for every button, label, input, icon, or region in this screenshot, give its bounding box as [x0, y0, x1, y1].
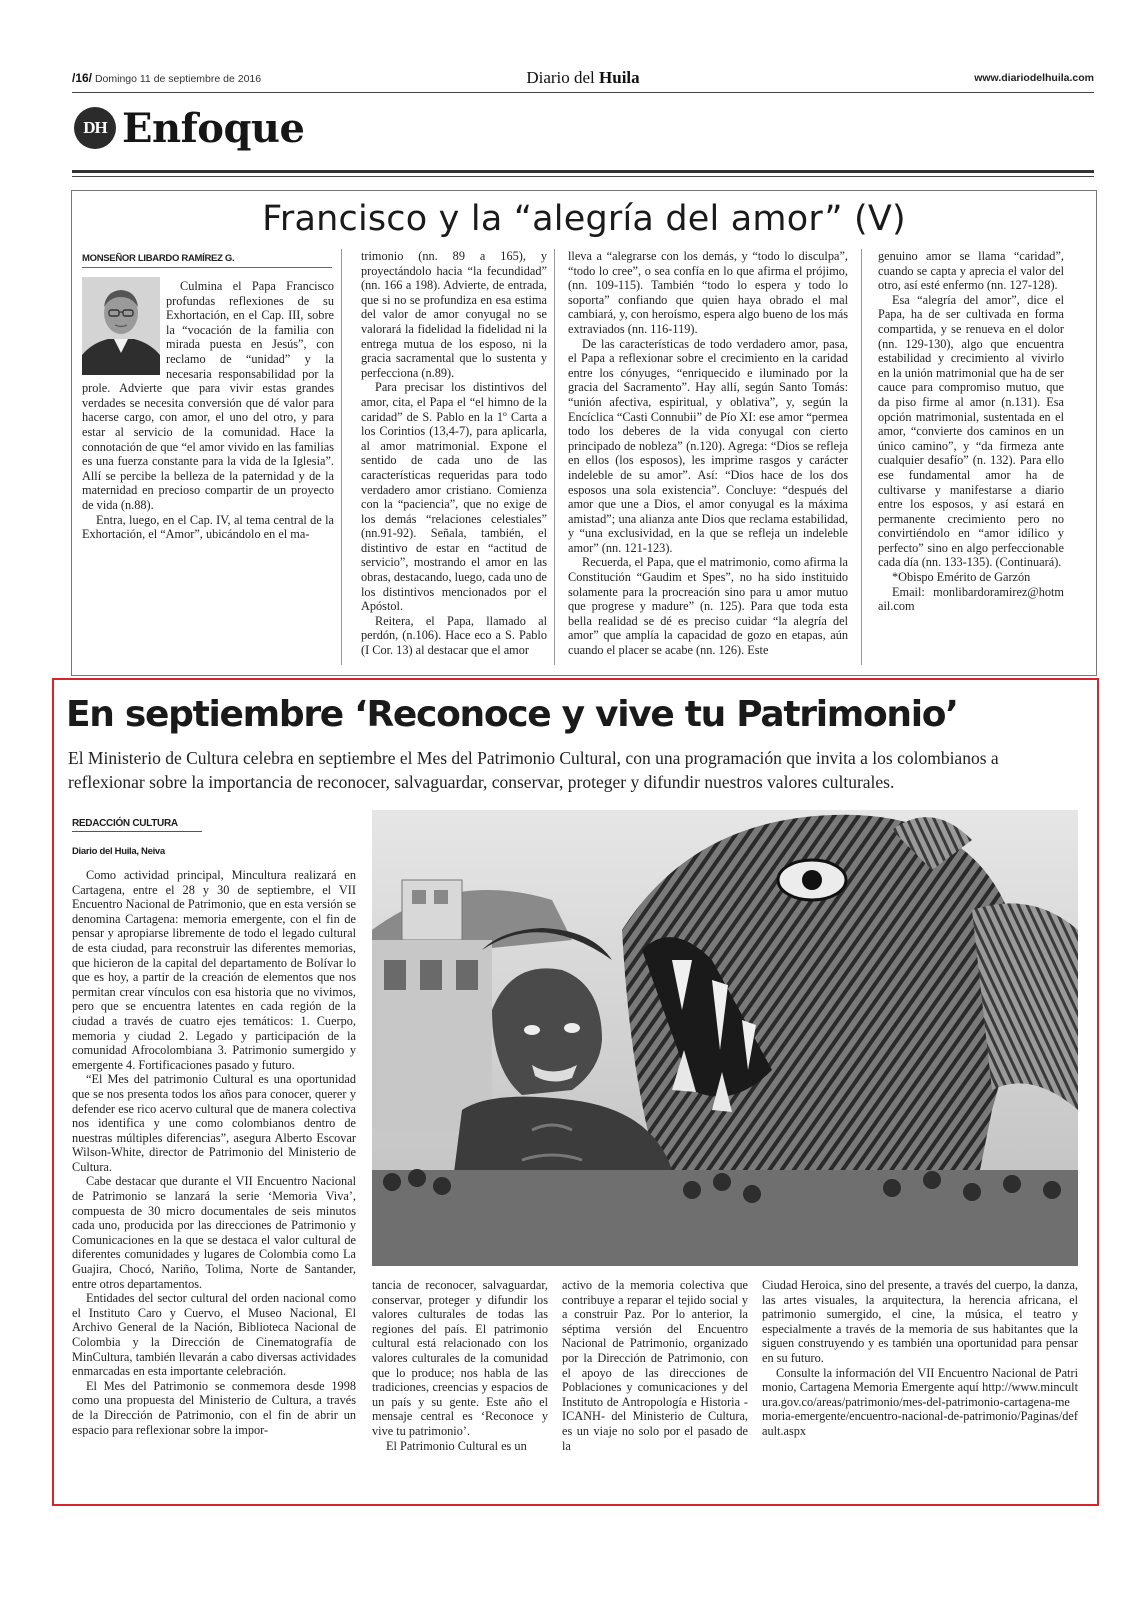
masthead-rule: [72, 92, 1094, 93]
opinion-col1-p1-full: Culmina el Papa Francisco profundas reflexiones de su Exhortación, en el Cap. III, sobre la “vocación de la familia con mirada puesta en Jesús”, con reclamo de “unidad” y la necesaria responsabilidad por la prole. Advierte que para vivir estas grandes verdades se necesita conversión que dé valor para hacerse cargo, con amor, el uno del otro, y para estar al servicio de la comunidad. Hace la connotación de que “el amor vivido en las familias es una fuerza constante para la vida de la Iglesia”. Allí se percibe la belleza de la paternidad y de la maternidad en precioso compartir de un proyecto de vida (n.88).: [82, 279, 334, 512]
feature-col2-p2: El Patrimonio Cultural es un: [386, 1438, 527, 1453]
feature-lead: El Ministerio de Cultura celebra en septiembre el Mes del Patrimonio Cultural, con una programación que invita a los colombianos a reflexionar sobre la importancia de reconocer, salvaguardar, conservar, proteger y difundir nuestros valores culturales.: [68, 748, 999, 792]
feature-dateline: Diario del Huila, Neiva: [72, 846, 165, 857]
opinion-col1: [82, 279, 334, 671]
section-title: Enfoque: [122, 104, 305, 152]
feature-col2-p1: tancia de reconocer, salvaguardar, conservar, proteger y difundir los valores culturales de todas las regiones del país. El patrimonio cultural está relacionado con los valores culturales de la comunidad que lo produce; nos habla de las tradiciones, creencias y espacios de un país y su gente. Este año el mensaje central es ‘Reconoce y vive tu patrimonio’.: [372, 1278, 548, 1438]
website-link[interactable]: www.diariodelhuila.com: [974, 72, 1094, 84]
opinion-author: MONSEÑOR LIBARDO RAMÍREZ G.: [82, 253, 235, 264]
feature-col1: [72, 868, 356, 1500]
feature-col3-p1: activo de la memoria colectiva que contribuye a reparar el tejido social y a construir Paz. Por lo anterior, la séptima versión del Encuentro Nacional de Patrimonio, organizado por la Dirección de Patrimonio, con el apoyo de las direcciones de Poblaciones y comunicaciones y del Instituto de Antropología e Historia -ICANH- del Ministerio de Cultura, es un viaje no solo por el pasado de la: [562, 1278, 748, 1453]
opinion-col2-p3: Reitera, el Papa, llamado al perdón, (n.106). Hace eco a S. Pablo (I Cor. 13) al destacar que el amor: [361, 613, 547, 658]
dh-logo: DH: [74, 107, 116, 149]
opinion-col3-p1: lleva a “alegrarse con los demás, y “todo lo disculpa”, “todo lo cree”, o sea confía en lo que afirma el prójimo, (nn. 109-115). También “todo lo espera y todo lo soporta” confiando que quien haya obrado el mal cambiará, y, con heroísmo, espera algo bueno de los más extraviados (nn. 116-119).: [568, 249, 848, 336]
opinion-col2: [361, 249, 547, 671]
section-header: [74, 106, 304, 150]
feature-col1-p5: El Mes del Patrimonio se conmemora desde 1998 como una propuesta del Ministerio de Cultura, a través de la Dirección de Patrimonio, con el fin de abrir un espacio para reflexionar sobre la impor-: [72, 1378, 356, 1437]
feature-article: [52, 678, 1099, 1506]
masthead: [72, 68, 1094, 88]
opinion-article: [71, 190, 1097, 676]
column-divider: [341, 249, 342, 665]
photo-wrap-space: [82, 279, 166, 379]
author-note: *Obispo Emérito de Garzón: [892, 570, 1031, 585]
feature-col1-p2: “El Mes del patrimonio Cultural es una oportunidad que se nos presenta todos los años para conocer, querer y defender ese rico acervo cultural que de manera colectiva nos identifica y une como colombianos dentro de nuestras múltiples diferencias”, asegura Alberto Escovar Wilson-White, director de Patrimonio del Ministerio de Cultura.: [72, 1072, 356, 1174]
feature-col1-p3: Cabe destacar que durante el VII Encuentro Nacional de Patrimonio se lanzará la serie ‘Memoria Viva’, compuesta de 30 micro documentales de seis minutos cada uno, producida por las direcciones de Patrimonio y Comunicaciones en la que se destaca el valor cultural de diferentes comunidades y lugares de Colombia como La Guajira, Chocó, Nariño, Tolima, Norte de Santander, entre otros departamentos.: [72, 1174, 356, 1291]
opinion-col3: [568, 249, 848, 671]
feature-col1-p1: Como actividad principal, Mincultura realizará en Cartagena, entre el 28 y 30 de septiembre, el VII Encuentro Nacional de Patrimonio, que en esta versión se denomina Cartagena: memoria emergente, con el fin de pensar y apropiarse libremente de todo el legado cultural de esta ciudad, para reconstruir las diferentes memorias, que hicieron de la capital del departamento de Bolívar lo que es hoy, a partir de la creación de elementos que nos permitan crear vínculos con esa historia que no vivimos, pero que se encuentra latentes en cada región de la ciudad a través de cuatro ejes temáticos: 1. Cuerpo, memoria y ciudad 2. Legado y participación de la comunidad Afrocolombiana 3. Patrimonio sumergido y emergente 4. Fortificaciones pasado y futuro.: [72, 868, 356, 1072]
opinion-col4-p1: genuino amor se llama “caridad”, cuando se capta y aprecia el valor del otro, así esté enfermo (nn. 127-128).: [878, 249, 1064, 293]
feature-col2: [372, 1278, 548, 1500]
newspaper-name-part2: Huila: [599, 68, 640, 87]
opinion-col1-p2: Entra, luego, en el Cap. IV, al tema central de la Exhortación, el “Amor”, ubicándolo en el ma-: [82, 512, 334, 542]
carnival-float-photo: [372, 810, 1078, 1266]
feature-title: En septiembre ‘Reconoce y vive tu Patrimonio’: [66, 694, 958, 735]
byline-rule: [82, 267, 332, 268]
jaguar-float-illustration-icon: [372, 810, 1078, 1266]
opinion-col4-p2: Esa “alegría del amor”, dice el Papa, ha de ser cultivada en forma compartida, y se renueva en el dolor (nn. 129-130), algo que encuentra estabilidad y crecimiento al vivirlo en la unión matrimonial que ha de ser cauce para compromiso mutuo, que da piso firme al amor (n.131). Esa opción matrimonial, sustentada en el amor, “convierte dos caminos en un único camino”, y “da firmeza ante cualquier desafío” (n. 132). Para ello ese fundamental amor ha de cultivarse y manifestarse a diario entre los esposos, y así estará en permanente crecimiento pero no convirtiéndolo en “amor idílico y perfecto” sino en algo perfeccionable cada día (nn. 133-135). (Continuará).: [878, 292, 1064, 570]
opinion-col3-p2: De las características de todo verdadero amor, pasa, el Papa a reflexionar sobre el crecimiento en la caridad entre los cónyuges, “enriquecido e iluminado por la gracia del Sacramento”. Hay allí, según Santo Tomás: “unión afectiva, espiritual, y oblativa”, y, según la Encíclica “Casti Connubii” de Pío XI: ese amor “permea todo los deberes de la vida conyugal con cierto principado de nobleza” (n.120). Agrega: “Dios se refleja en ellos (los esposos), les imprime rasgos y carácter indeleble de su amor”. Así: “Dios hace de los dos esposos una sola existencia”. Concluye: “después del amor que une a Dios, el amor conyugal es la máxima amistad”; una alianza ante Dios que reclama estabilidad, y “una exclusividad, en la que se refleja un indeleble amor” (nn. 121-123).: [568, 336, 848, 555]
opinion-col2-p1: trimonio (nn. 89 a 165), y proyectándolo hacia “la fecundidad” (nn. 166 a 198). Advierte, de entrada, que si no se profundiza en esa estima del valor de amor conyugal no se valorará la fidelidad la fidelidad ni la entrega mutua de los esposo, ni la gracia sacramental que lo sustenta y perfecciona (n.89).: [361, 249, 547, 380]
section-rule-thin: [72, 176, 1094, 177]
opinion-col3-p3: Recuerda, el Papa, que el matrimonio, como afirma la Constitución “Gaudim et Spes”, no ha sido instituido solamente para la procreación sino para u amor mutuo que progrese y madure” (n. 125). Para que toda esta bella realidad se dé es preciso cuidar “la alegría del amor” que amplía la capacidad de gozo en etapas, aún cuando el placer se acabe (nn. 126). Este: [568, 555, 848, 658]
opinion-col2-p2: Para precisar los distintivos del amor, cita, el Papa el “el himno de la caridad” de S. Pablo en la 1º Carta a los Corintios (13,4-7), para aplicarla, al amor matrimonial. Expone el sentido de cada uno de las características requeridas para todo verdadero amor cristiano. Comienza con la “paciencia”, que no exige de los demás “relaciones celestiales” (nn.91-92). Señala, también, el distintivo de estar en “actitud de servicio”, mostrando el amor en las obras, destacando, luego, cada uno de los distintivos mencionados por el Apóstol.: [361, 380, 547, 614]
opinion-col4: [878, 249, 1064, 671]
column-divider: [861, 249, 862, 665]
page-number: /16/: [72, 71, 93, 85]
column-divider: [554, 249, 555, 665]
byline-rule: [72, 831, 202, 832]
section-rule: [72, 170, 1094, 173]
opinion-title: Francisco y la “alegría del amor” (V): [262, 199, 906, 239]
newspaper-name: [72, 68, 1094, 88]
newspaper-name-part1: Diario del: [526, 68, 600, 87]
feature-col4-p2[interactable]: Consulte la información del VII Encuentro Nacional de Patrimonio, Cartagena Memoria Emergente aquí http://www.mincultura.gov.co/areas/patrimonio/mes-del-patrimonio-cartagena-memoria-emergente/encuentro-nacional-de-patrimonio/Paginas/default.aspx: [762, 1365, 1078, 1438]
feature-byline: REDACCIÓN CULTURA: [72, 818, 178, 829]
author-email[interactable]: Email: monlibardoramirez@hotmail.com: [878, 584, 1064, 614]
issue-date: Domingo 11 de septiembre de 2016: [94, 73, 262, 85]
feature-col4-p1: Ciudad Heroica, sino del presente, a través del cuerpo, la danza, las artes visuales, la arquitectura, la herencia africana, el patrimonio sumergido, el cine, la música, el teatro y especialmente a través de la memoria de sus habitantes que la siguen construyendo y es también una oportunidad para pensar en su futuro.: [762, 1278, 1078, 1365]
feature-col4: [762, 1278, 1078, 1500]
feature-col1-p4: Entidades del sector cultural del orden nacional como el Instituto Caro y Cuervo, el Museo Nacional, El Archivo General de la Nación, Biblioteca Nacional de Colombia y la Dirección de Cinematografía de MinCultura, también llevarán a cabo diversas actividades enmarcadas en esta importante celebración.: [72, 1291, 356, 1379]
feature-col3: [562, 1278, 748, 1500]
